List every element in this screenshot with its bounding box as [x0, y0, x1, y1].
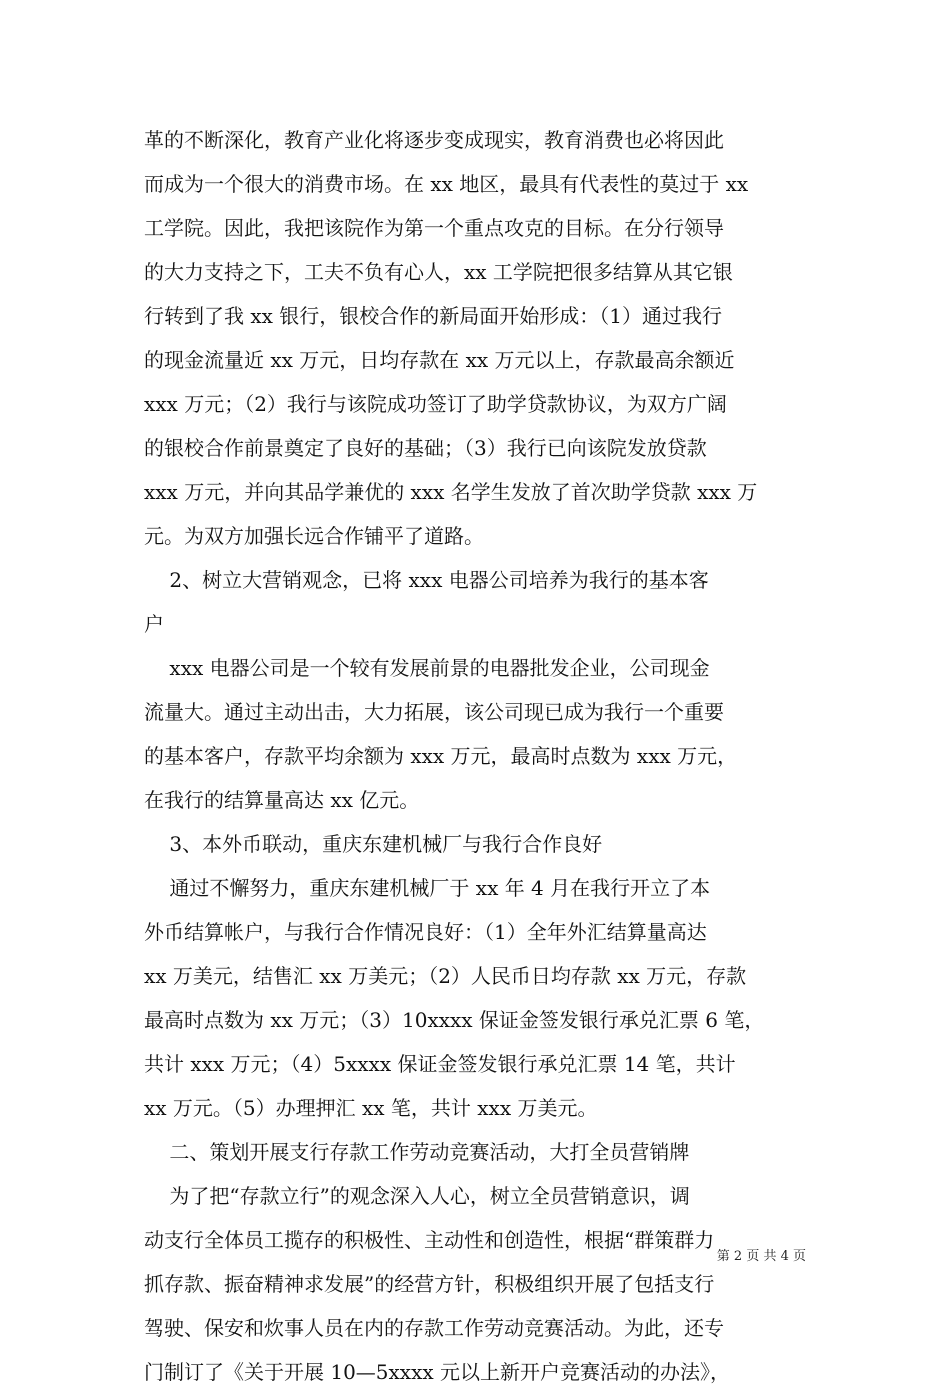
document-body: [144, 118, 820, 1394]
text-line: 动支行全体员工揽存的积极性、主动性和创造性，根据“群策群力: [144, 1228, 715, 1252]
section-heading: 3、本外币联动，重庆东建机械厂与我行合作良好: [144, 832, 603, 856]
text-line: xx 万元。（5）办理押汇 xx 笔，共计 xxx 万美元。: [144, 1096, 598, 1120]
page-number: 第 2 页 共 4 页: [716, 1249, 806, 1264]
text-line: 抓存款、振奋精神求发展”的经营方针，积极组织开展了包括支行: [144, 1272, 715, 1296]
text-line: 流量大。通过主动出击，大力拓展，该公司现已成为我行一个重要: [144, 700, 724, 724]
text-line: xxx 电器公司是一个较有发展前景的电器批发企业，公司现金: [144, 656, 710, 680]
section-heading: 2、树立大营销观念，已将 xxx 电器公司培养为我行的基本客: [144, 568, 709, 592]
text-line: 而成为一个很大的消费市场。在 xx 地区，最具有代表性的莫过于 xx: [144, 172, 749, 196]
text-line: 元。为双方加强长远合作铺平了道路。: [144, 524, 484, 548]
text-line: 通过不懈努力，重庆东建机械厂于 xx 年 4 月在我行开立了本: [144, 876, 711, 900]
text-line: 外币结算帐户，与我行合作情况良好：（1）全年外汇结算量高达: [144, 920, 707, 944]
text-line: 驾驶、保安和炊事人员在内的存款工作劳动竞赛活动。为此，还专: [144, 1316, 724, 1340]
text-line: 为了把“存款立行”的观念深入人心，树立全员营销意识，调: [144, 1184, 690, 1208]
text-line: 的基本客户，存款平均余额为 xxx 万元，最高时点数为 xxx 万元，: [144, 744, 738, 768]
text-line: xxx 万元，并向其品学兼优的 xxx 名学生发放了首次助学贷款 xxx 万: [144, 480, 758, 504]
text-line: 在我行的结算量高达 xx 亿元。: [144, 788, 420, 812]
text-line: 的现金流量近 xx 万元，日均存款在 xx 万元以上，存款最高余额近: [144, 348, 735, 372]
text-line: 工学院。因此，我把该院作为第一个重点攻克的目标。在分行领导: [144, 216, 724, 240]
text-line: 门制订了《关于开展 10—5xxxx 元以上新开户竞赛活动的办法》，: [144, 1360, 731, 1384]
text-line: 的大力支持之下，工夫不负有心人，xx 工学院把很多结算从其它银: [144, 260, 733, 284]
text-line: 最高时点数为 xx 万元；（3）10xxxx 保证金签发银行承兑汇票 6 笔，: [144, 1008, 765, 1032]
text-line: xxx 万元；（2）我行与该院成功签订了助学贷款协议，为双方广阔: [144, 392, 727, 416]
text-line: 革的不断深化，教育产业化将逐步变成现实，教育消费也必将因此: [144, 128, 724, 152]
text-line: 共计 xxx 万元；（4）5xxxx 保证金签发银行承兑汇票 14 笔，共计: [144, 1052, 736, 1076]
text-line: 户: [144, 612, 164, 636]
section-heading: 二、策划开展支行存款工作劳动竞赛活动，大打全员营销牌: [144, 1140, 690, 1164]
text-line: xx 万美元，结售汇 xx 万美元；（2）人民币日均存款 xx 万元，存款: [144, 964, 747, 988]
text-line: 的银校合作前景奠定了良好的基础；（3）我行已向该院发放贷款: [144, 436, 707, 460]
text-line: 行转到了我 xx 银行，银校合作的新局面开始形成：（1）通过我行: [144, 304, 722, 328]
